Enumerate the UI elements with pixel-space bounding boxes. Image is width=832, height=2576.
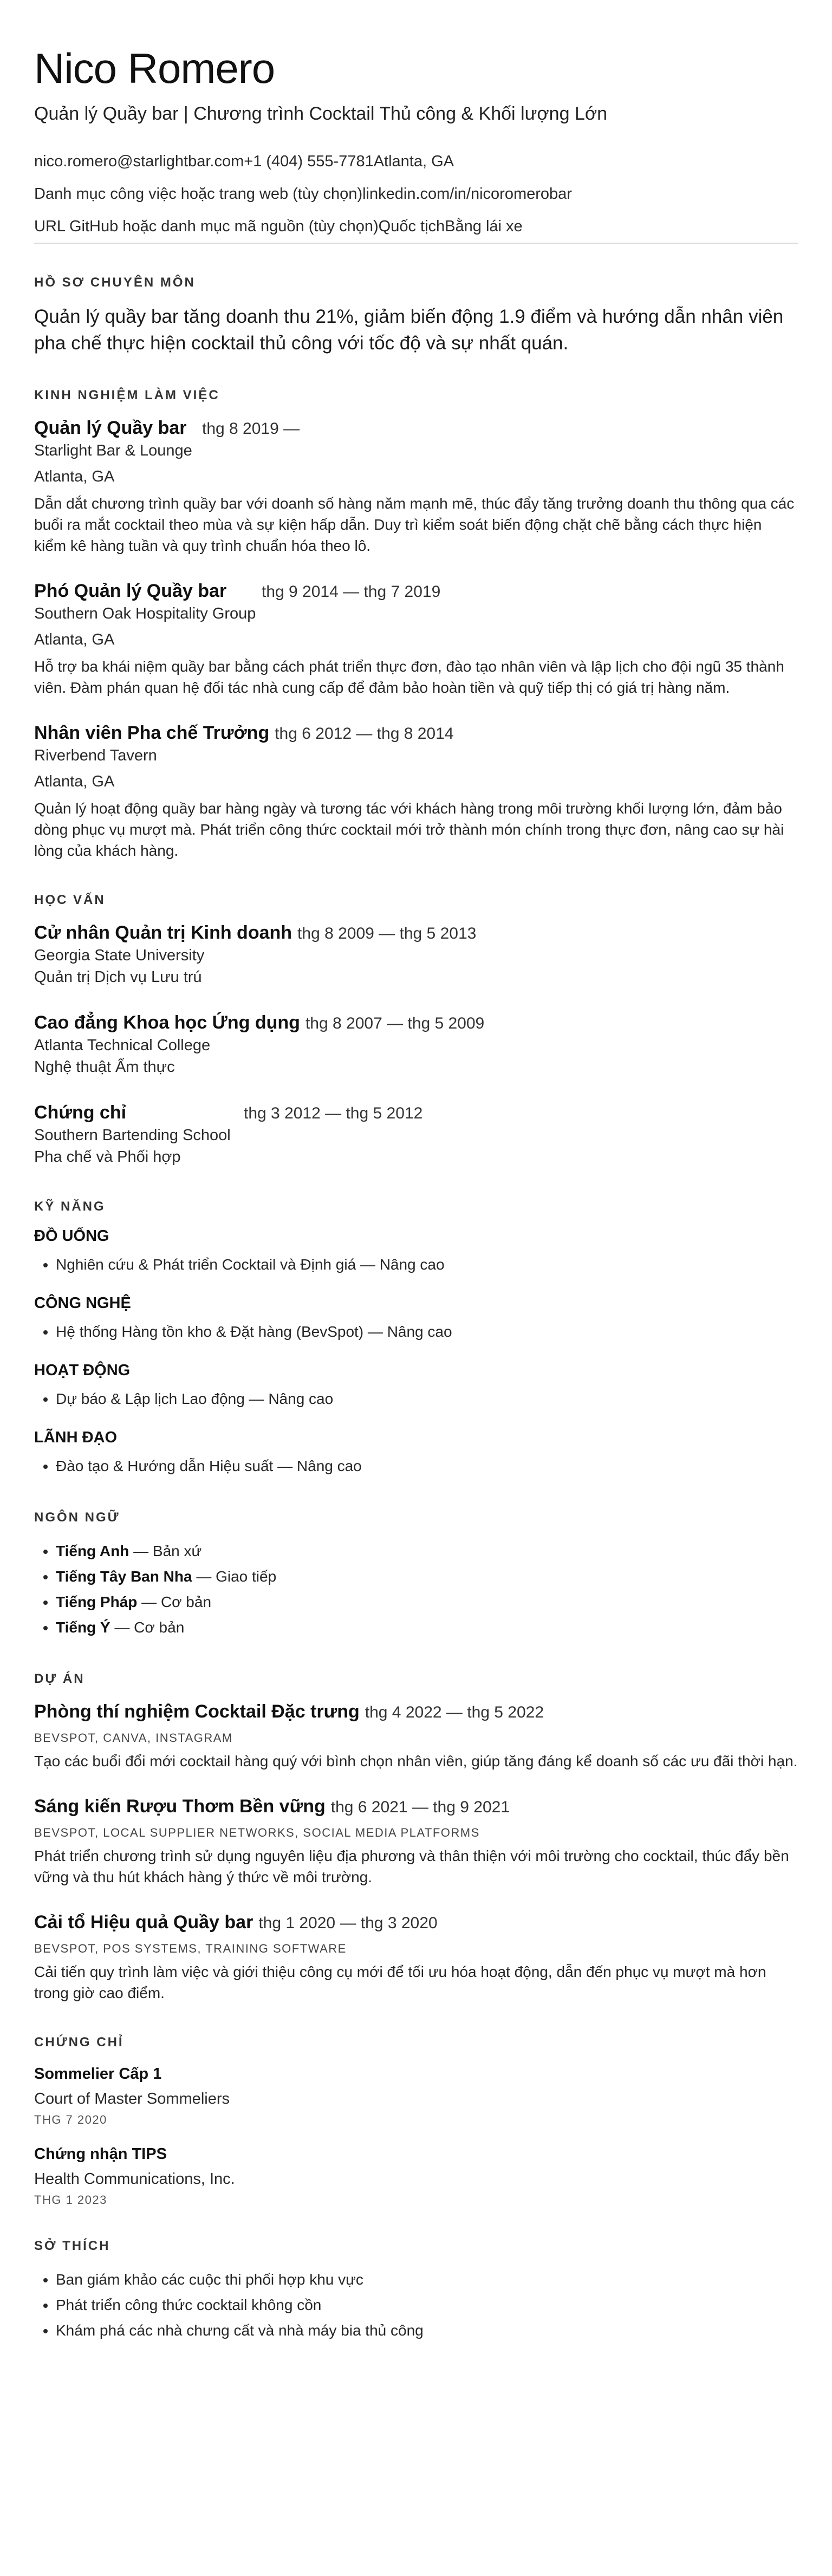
interest-item: • Phát triển công thức cocktail không cồn bbox=[56, 2292, 798, 2318]
job-description: Quản lý hoạt động quầy bar hàng ngày và tương tác với khách hàng trong môi trường khối lượng lớn, đảm bảo dòng phục vụ mượt mà. Phát triển công thức cocktail mới trở thành món chính trong thực đơn, nâng cao sự hài lòng của khách hàng. bbox=[34, 800, 784, 859]
section-title-projects: DỰ ÁN bbox=[34, 1671, 85, 1686]
skill-item: • Đào tạo & Hướng dẫn Hiệu suất — Nâng cao bbox=[56, 1453, 798, 1479]
education-date: thg 3 2012 — thg 5 2012 bbox=[244, 1104, 423, 1122]
language-item bbox=[56, 1538, 798, 1564]
education-entry bbox=[34, 1011, 798, 1078]
job-company: Riverbend Tavern bbox=[34, 747, 157, 764]
certification-entry bbox=[34, 2063, 798, 2127]
job-location: Atlanta, GA bbox=[34, 773, 115, 790]
interests-section bbox=[34, 2239, 798, 2343]
portfolio-label: Danh mục công việc hoặc trang web (tùy chọn) bbox=[34, 185, 363, 203]
job-date: thg 8 2019 — bbox=[202, 420, 300, 438]
certification-issuer: Health Communications, Inc. bbox=[34, 2170, 235, 2188]
language-name: Tiếng Ý bbox=[56, 1619, 110, 1636]
certification-name: Chứng nhận TIPS bbox=[34, 2145, 167, 2163]
experience-section bbox=[34, 388, 798, 861]
project-date: thg 1 2020 — thg 3 2020 bbox=[258, 1914, 438, 1932]
experience-entry bbox=[34, 416, 798, 556]
section-title-skills: KỸ NĂNG bbox=[34, 1199, 106, 1214]
skill-category: HOẠT ĐỘNG bbox=[34, 1362, 131, 1379]
education-entry bbox=[34, 1101, 798, 1168]
job-description: Hỗ trợ ba khái niệm quầy bar bằng cách phát triển thực đơn, đào tạo nhân viên và lập lịch cho đội ngũ 35 thành viên. Đàm phán quan hệ đối tác nhà cung cấp để đảm bảo hoàn tiền và quỹ tiếp thị có giá trị hàng năm. bbox=[34, 658, 784, 696]
nationality-label: Quốc tịch bbox=[378, 218, 445, 235]
summary-section bbox=[34, 275, 798, 356]
candidate-name: Nico Romero bbox=[34, 44, 275, 92]
certification-date: THG 1 2023 bbox=[34, 2193, 107, 2207]
contact-line-1 bbox=[34, 151, 798, 172]
project-description: Cải tiến quy trình làm việc và giới thiệu công cụ mới để tối ưu hóa hoạt động, dẫn đến phục vụ mượt mà hơn trong giờ cao điểm. bbox=[34, 1963, 766, 2001]
skill-list bbox=[34, 1319, 798, 1344]
certification-issuer: Court of Master Sommeliers bbox=[34, 2090, 230, 2107]
interest-item: • Khám phá các nhà chưng cất và nhà máy bia thủ công bbox=[56, 2318, 798, 2343]
phone-text: +1 (404) 555-7781 bbox=[244, 153, 374, 170]
job-location: Atlanta, GA bbox=[34, 468, 115, 485]
language-level: — Cơ bản bbox=[110, 1619, 185, 1636]
degree-title: Cao đẳng Khoa học Ứng dụng bbox=[34, 1012, 300, 1033]
section-title-summary: HỒ SƠ CHUYÊN MÔN bbox=[34, 275, 196, 290]
certification-entry bbox=[34, 2143, 798, 2207]
linkedin-link[interactable]: linkedin.com/in/nicoromerobar bbox=[362, 185, 572, 203]
projects-section bbox=[34, 1671, 798, 2003]
skill-category: ĐỒ UỐNG bbox=[34, 1227, 109, 1245]
license-label: Bằng lái xe bbox=[445, 218, 523, 235]
header-divider bbox=[34, 243, 798, 244]
github-label: URL GitHub hoặc danh mục mã nguồn (tùy chọn) bbox=[34, 218, 379, 235]
education-entry bbox=[34, 921, 798, 988]
school-name: Georgia State University bbox=[34, 947, 205, 964]
interest-item: • Ban giám khảo các cuộc thi phối hợp khu vực bbox=[56, 2267, 798, 2292]
email-text: nico.romero@starlightbar.com bbox=[34, 153, 244, 170]
education-date: thg 8 2007 — thg 5 2009 bbox=[305, 1014, 485, 1032]
field-of-study: Pha chế và Phối hợp bbox=[34, 1148, 181, 1166]
skill-list bbox=[34, 1453, 798, 1479]
language-level: — Bản xứ bbox=[129, 1543, 202, 1559]
project-tech: BEVSPOT, CANVA, INSTAGRAM bbox=[34, 1731, 233, 1745]
resume-header bbox=[34, 42, 798, 244]
project-tech: BEVSPOT, POS SYSTEMS, TRAINING SOFTWARE bbox=[34, 1942, 347, 1955]
skill-category: CÔNG NGHỆ bbox=[34, 1294, 131, 1312]
certification-date: THG 7 2020 bbox=[34, 2113, 107, 2126]
project-entry bbox=[34, 1794, 798, 1888]
skill-item: • Nghiên cứu & Phát triển Cocktail và Định giá — Nâng cao bbox=[56, 1252, 798, 1277]
education-date: thg 8 2009 — thg 5 2013 bbox=[297, 925, 477, 942]
language-item bbox=[56, 1615, 798, 1640]
project-title: Phòng thí nghiệm Cocktail Đặc trưng bbox=[34, 1701, 360, 1722]
experience-entry bbox=[34, 721, 798, 861]
field-of-study: Quản trị Dịch vụ Lưu trú bbox=[34, 968, 202, 986]
certification-name: Sommelier Cấp 1 bbox=[34, 2065, 162, 2083]
job-title: Nhân viên Pha chế Trưởng bbox=[34, 723, 270, 743]
job-company: Starlight Bar & Lounge bbox=[34, 442, 192, 459]
section-title-interests: SỞ THÍCH bbox=[34, 2239, 110, 2253]
degree-title: Chứng chỉ bbox=[34, 1102, 127, 1123]
job-title: Phó Quản lý Quầy bar bbox=[34, 581, 227, 601]
interest-list bbox=[34, 2267, 798, 2343]
project-description: Phát triển chương trình sử dụng nguyên liệu địa phương và thân thiện với môi trường cho cocktail, thúc đẩy bền vững và thu hút khách hàng ý thức về môi trường. bbox=[34, 1848, 789, 1885]
certifications-section bbox=[34, 2035, 798, 2207]
job-title: Quản lý Quầy bar bbox=[34, 418, 187, 438]
skill-item: • Hệ thống Hàng tồn kho & Đặt hàng (BevSpot) — Nâng cao bbox=[56, 1319, 798, 1344]
project-date: thg 4 2022 — thg 5 2022 bbox=[365, 1703, 544, 1721]
project-title: Sáng kiến Rượu Thơm Bền vững bbox=[34, 1796, 326, 1817]
job-date: thg 9 2014 — thg 7 2019 bbox=[262, 583, 441, 601]
education-section bbox=[34, 893, 798, 1168]
language-item bbox=[56, 1564, 798, 1589]
language-list bbox=[34, 1538, 798, 1640]
job-description: Dẫn dắt chương trình quầy bar với doanh số hàng năm mạnh mẽ, thúc đẩy tăng trưởng doanh thu thông qua các buổi ra mắt cocktail theo mùa và sự kiện hấp dẫn. Duy trì kiểm soát biến động chặt chẽ bằng cách thực hiện kiểm kê hàng tuần và quy trình chuẩn hóa theo lô. bbox=[34, 495, 795, 554]
section-title-certifications: CHỨNG CHỈ bbox=[34, 2035, 124, 2050]
field-of-study: Nghệ thuật Ẩm thực bbox=[34, 1058, 175, 1076]
skill-list bbox=[34, 1252, 798, 1277]
project-tech: BEVSPOT, LOCAL SUPPLIER NETWORKS, SOCIAL MEDIA PLATFORMS bbox=[34, 1826, 480, 1839]
skill-list bbox=[34, 1386, 798, 1411]
contact-line-3 bbox=[34, 216, 798, 237]
candidate-headline: Quản lý Quầy bar | Chương trình Cocktail Thủ công & Khối lượng Lớn bbox=[34, 103, 608, 124]
language-name: Tiếng Pháp bbox=[56, 1593, 138, 1610]
section-title-languages: NGÔN NGỮ bbox=[34, 1510, 120, 1525]
section-title-experience: KINH NGHIỆM LÀM VIỆC bbox=[34, 388, 220, 402]
section-title-education: HỌC VẤN bbox=[34, 893, 106, 907]
project-date: thg 6 2021 — thg 9 2021 bbox=[330, 1798, 510, 1816]
skill-item: • Dự báo & Lập lịch Lao động — Nâng cao bbox=[56, 1386, 798, 1411]
experience-entry bbox=[34, 579, 798, 698]
project-title: Cải tổ Hiệu quả Quầy bar bbox=[34, 1912, 253, 1933]
job-company: Southern Oak Hospitality Group bbox=[34, 605, 256, 622]
school-name: Southern Bartending School bbox=[34, 1127, 231, 1144]
summary-text: Quản lý quầy bar tăng doanh thu 21%, giảm biến động 1.9 điểm và hướng dẫn nhân viên pha chế thực hiện cocktail thủ công với tốc độ và sự nhất quán. bbox=[34, 306, 784, 354]
project-entry bbox=[34, 1910, 798, 2003]
language-name: Tiếng Tây Ban Nha bbox=[56, 1568, 192, 1585]
school-name: Atlanta Technical College bbox=[34, 1037, 211, 1054]
language-name: Tiếng Anh bbox=[56, 1543, 129, 1559]
languages-section bbox=[34, 1510, 798, 1640]
job-date: thg 6 2012 — thg 8 2014 bbox=[275, 725, 454, 743]
job-location: Atlanta, GA bbox=[34, 631, 115, 648]
language-level: — Cơ bản bbox=[137, 1593, 212, 1610]
project-description: Tạo các buổi đổi mới cocktail hàng quý với bình chọn nhân viên, giúp tăng đáng kể doanh số các ưu đãi thời hạn. bbox=[34, 1753, 798, 1770]
skills-section bbox=[34, 1199, 798, 1479]
language-item bbox=[56, 1589, 798, 1615]
degree-title: Cử nhân Quản trị Kinh doanh bbox=[34, 922, 292, 943]
location-text: Atlanta, GA bbox=[373, 153, 454, 170]
language-level: — Giao tiếp bbox=[192, 1568, 277, 1585]
skill-category: LÃNH ĐẠO bbox=[34, 1429, 118, 1446]
contact-line-2 bbox=[34, 183, 798, 205]
project-entry bbox=[34, 1700, 798, 1772]
